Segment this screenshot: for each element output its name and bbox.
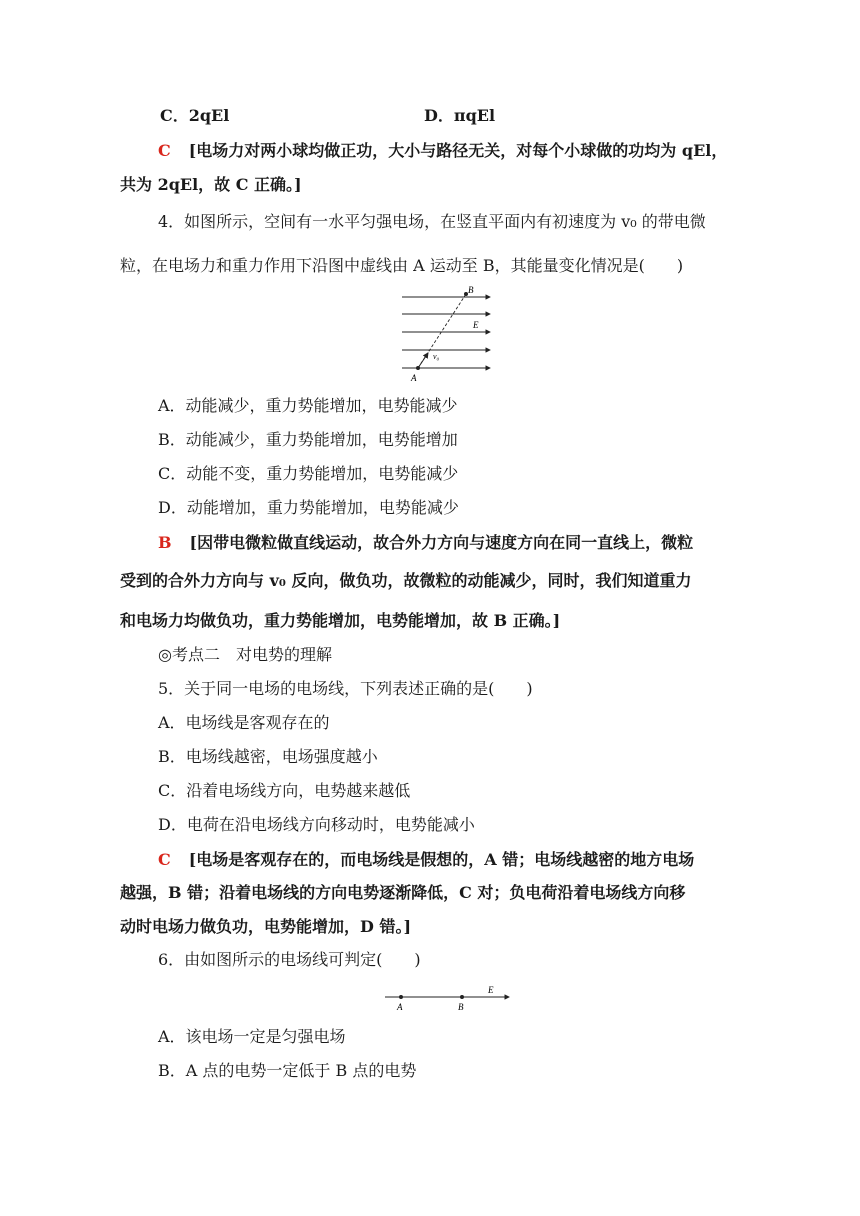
q3-option-c: C．2qEl [160,106,230,125]
q3-answer-letter: C [158,141,171,160]
q3-answer-line1: C [电场力对两小球均做正功，大小与路径无关，对每个小球做的功均为 qEl， [158,141,728,160]
q6-stem: 6．由如图所示的电场线可判定( ) [158,950,421,969]
q4-answer-line3: 和电场力均做负功，重力势能增加，电势能增加，故 B 正确。] [120,611,561,630]
q4-option-b: B．动能减少，重力势能增加，电势能增加 [158,430,458,449]
label-b: B [458,1002,464,1012]
point-b [460,995,464,999]
point-a [399,995,403,999]
q5-answer-line1: C [电场是客观存在的，而电场线是假想的，A 错；电场线越密的地方电场 [158,850,695,869]
label-e: E [488,985,494,995]
label-b: B [468,285,474,295]
q5-answer-line3: 动时电场力做负功，电势能增加，D 错。] [120,917,412,936]
label-a: A [397,1002,403,1012]
q4-stem-line1: 4．如图所示，空间有一水平匀强电场，在竖直平面内有初速度为 v₀ 的带电微 [158,212,706,231]
q5-option-b: B．电场线越密，电场强度越小 [158,747,378,766]
q6-option-b: B．A 点的电势一定低于 B 点的电势 [158,1061,417,1080]
field-lines [402,297,490,368]
q5-option-d: D．电荷在沿电场线方向移动时，电势能减小 [158,815,475,834]
velocity-arrow [418,353,428,368]
q5-answer-line2: 越强，B 错；沿着电场线的方向电势逐渐降低，C 对；负电荷沿着电场线方向移 [120,883,686,902]
q4-answer-letter: B [158,533,172,552]
label-v0: v₀ [433,352,440,361]
q4-option-d: D．动能增加，重力势能增加，电势能减少 [158,498,459,517]
label-a: A [411,373,417,383]
q4-stem-line2: 粒，在电场力和重力作用下沿图中虚线由 A 运动至 B，其能量变化情况是( ) [120,256,684,275]
q6-option-a: A．该电场一定是匀强电场 [158,1027,346,1046]
section-title: ◎考点二 对电势的理解 [158,645,332,664]
point-a [416,366,420,370]
q5-option-a: A．电场线是客观存在的 [158,713,330,732]
q5-answer-letter: C [158,850,171,869]
q6-field-figure [383,982,513,1014]
q4-option-c: C．动能不变，重力势能增加，电势能减少 [158,464,459,483]
q4-answer-line2: 受到的合外力方向与 v₀ 反向，做负功，故微粒的动能减少，同时，我们知道重力 [120,571,692,590]
q4-field-figure [398,284,498,384]
label-e: E [473,320,479,330]
q5-option-c: C．沿着电场线方向，电势越来越低 [158,781,411,800]
q3-answer-line2: 共为 2qEl，故 C 正确。] [120,175,302,194]
q3-option-d: D．πqEl [424,106,496,125]
q4-answer-line1: B [因带电微粒做直线运动，故合外力方向与速度方向在同一直线上，微粒 [158,533,694,552]
q4-option-a: A．动能减少，重力势能增加，电势能减少 [158,396,458,415]
q5-stem: 5．关于同一电场的电场线，下列表述正确的是( ) [158,679,533,698]
